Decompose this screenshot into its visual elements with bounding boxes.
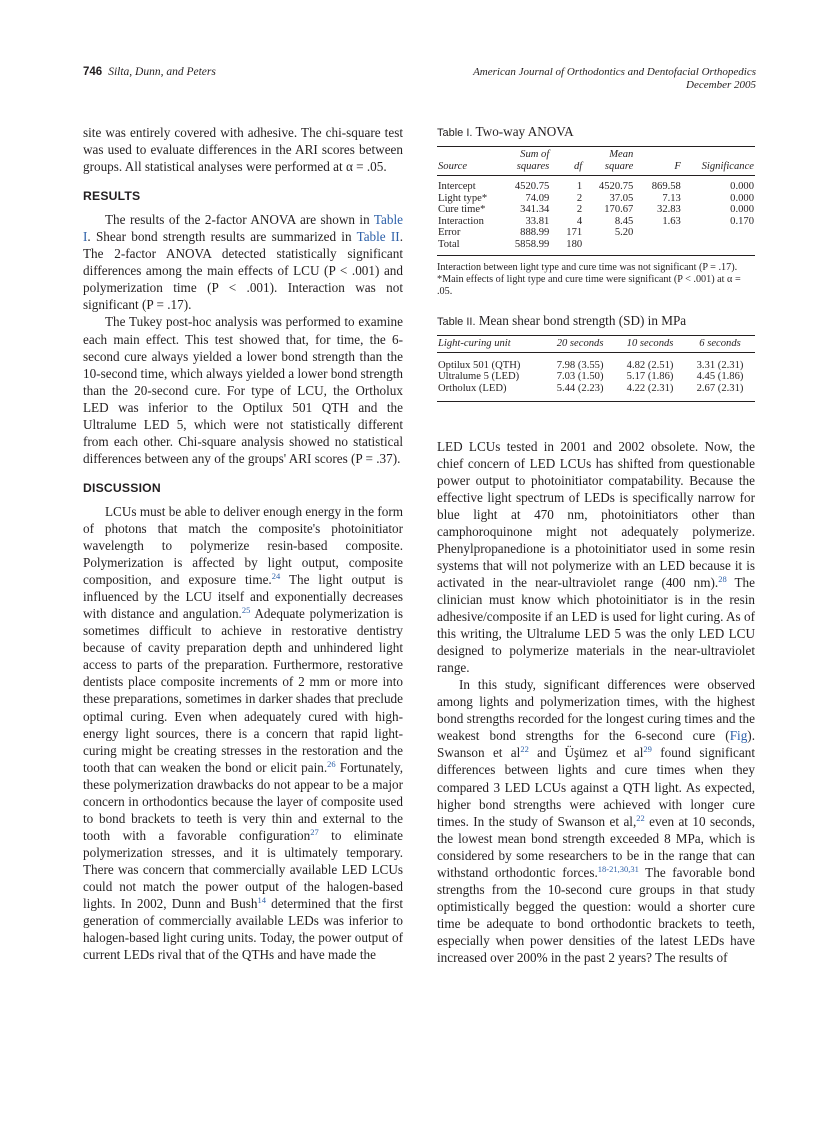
table-cell: 4.22 (2.31) [615,383,685,401]
table-cell: 0.000 [730,192,754,204]
right-column [437,124,755,966]
table-cell: 3.31 (2.31) [696,359,744,371]
column-header: Mean square [583,147,634,176]
table-cell: Intercept [438,181,476,192]
discussion-paragraph-2 [437,438,755,677]
table-cell [583,239,634,255]
column-header: F [634,147,682,176]
citation-27[interactable]: 27 [310,826,319,837]
table-cell: 4.45 (1.86) [696,371,744,383]
table-cell: 5858.99 [499,239,550,255]
table-cell: 8.45 [614,215,634,227]
table-cell: 7.98 (3.55) [556,359,604,371]
issue-date: December 2005 [686,79,756,91]
table-cell: 2 [576,204,583,216]
page-number: 746 [83,66,103,78]
column-header: df [550,147,583,176]
column-header: Sum of squares [499,147,550,176]
text-run: to eliminate polymerization stresses, and it is ultimately temporary. There was concern that commercially available LED LCUs could not match the power output of the halogen-based lights. In 2002, Dunn and Bush [83,827,403,912]
table-cell [682,239,755,255]
table-row [437,193,755,205]
table-cell: 5.17 (1.86) [626,371,674,383]
running-header-left [83,66,216,78]
table-cell: 869.58 [651,181,681,192]
table-2-title: Mean shear bond strength (SD) in MPa [478,312,687,328]
discussion-paragraph-3 [437,676,755,966]
table-cell: 0.170 [730,215,754,227]
table-1-title: Two-way ANOVA [475,124,574,139]
citation-range[interactable]: 18-21,30,31 [597,863,639,874]
text-run: The results of the 2-factor ANOVA are shown in [105,212,374,228]
table-row [437,239,755,255]
text-run: The clinician must know which photoinitiator is in the resin adhesive/composite if an LED is used for light curing. As of this writing, the Ultralume LED 5 was the only LED LCU designed to polymerize materials in the near-ultraviolet range. [437,574,756,676]
table-cell: 5.20 [614,227,634,239]
table-1-caption [437,124,755,140]
text-run: . Shear bond strength results are summarized in [87,229,357,245]
figure-link[interactable]: Fig [729,728,748,744]
table-1-note-main-effects: *Main effects of light type and cure time were significant (P < .001) at α = .05. [437,273,741,298]
table-cell: 7.03 (1.50) [556,371,604,383]
column-header: 20 seconds [545,335,615,352]
text-run: found significant differences between lights and cure times when they compared 3 LED LCUs against a QTH light. As expected, higher bond strengths were achieved with longer cure times. In the study of Swanson et al, [437,745,755,829]
discussion-paragraph-1 [83,503,403,963]
text-run: even at 10 seconds, the lowest mean bond strength exceeded 8 MPa, which is considered by some researchers to be in the range that can withstand orthodontic forces. [437,813,755,880]
table-cell [634,227,682,239]
intro-paragraph: site was entirely covered with adhesive. The chi-square test was used to evaluate differences in the ARI scores between groups. All statistical analyses were performed at α = .05. [83,125,403,175]
table-cell [682,227,755,239]
table-cell: Ortholux (LED) [437,383,545,401]
table-cell: 4520.75 [514,181,550,192]
table-2-caption [437,313,755,329]
text-run: The light output is influenced by the LCU itself and exponentially decreases with distance and angulation. [83,572,403,622]
citation-25[interactable]: 25 [241,605,251,616]
text-run: ). Swanson et al [437,728,755,761]
table-2-shear-bond [437,335,755,402]
table-cell: 1.63 [662,215,681,227]
table-1-label: Table I. [437,127,473,139]
table-cell: 1 [576,181,583,192]
table-cell: 4.82 (2.51) [626,359,674,371]
table-cell: 2.67 (2.31) [685,383,755,401]
table-cell: 171 [566,227,583,239]
column-header: 6 seconds [685,335,755,352]
table-cell: Interaction [438,215,484,227]
table-cell: Cure time* [438,204,486,216]
table-cell: Light type* [438,192,488,204]
table-cell: 5.44 (2.23) [545,383,615,401]
table-cell: 4520.75 [598,181,634,192]
table-cell: 2 [576,192,583,204]
text-run: The favorable bond strengths from the 10-second cure groups in that study optimistically begged the question: would a shorter cure time be adequate to bond orthodontic brackets to teeth, especially when power densities of the latest LEDs have increased over 200% in the past 2 years? The results of [437,864,755,965]
citation-28[interactable]: 28 [718,573,727,584]
text-run: LED LCUs tested in 2001 and 2002 obsolete. Now, the chief concern of LED LCUs has shifted from questionable power output to photoinitiator compatability. Because the effective light spectrum of LEDs is specifically narrow for blue light at 470 nm, photoinitiators other than camphoroquinone might not adequately polymerize. Phenylpropanedione is a photoinitiator used in some resin systems that will not polymerize with an LED because it is activated in the near-ultraviolet range (400 nm). [437,438,755,590]
table-row [437,216,755,228]
table-cell: 170.67 [604,204,634,216]
table-cell: 74.09 [525,192,550,204]
table-cell: 0.000 [730,204,754,216]
table-2-label: Table II. [437,315,476,328]
table-1-anova [437,146,755,256]
table-cell: Error [438,227,461,239]
table-cell: 0.000 [730,181,754,192]
results-paragraph-1 [83,211,403,313]
citation-24[interactable]: 24 [271,571,281,582]
column-header: 10 seconds [615,335,685,352]
discussion-heading: DISCUSSION [83,480,161,495]
table-cell: 888.99 [520,227,550,239]
text-run: and Üşümez et al [528,745,644,761]
table-row [437,371,755,383]
left-column [83,124,403,963]
table-1-link[interactable]: Table I [83,212,403,245]
right-body-text [437,438,755,966]
column-header: Source [437,147,499,176]
results-paragraph-2: The Tukey post-hoc analysis was performed to examine each main effect. This test showed that, for time, the 6-second cure always yielded a lower bond strength than the 10-second time, which always yielded a lower bond strength than the 20-second cure. For type of LCU, the Ortholux LED was inferior to the Optilux 501 QTH and the Ultralume LED 5, which were not statistically different from each other. Chi-square analysis showed no statistical differences between any of the groups' ARI scores (P = .37). [83,314,403,466]
column-header: Significance [682,147,755,176]
citation-14[interactable]: 14 [257,895,266,906]
table-cell: 7.13 [662,192,681,204]
table-1-note-interaction: Interaction between light type and cure time was not significant (P = .17). [437,261,738,273]
table-cell: 33.81 [525,215,550,227]
text-run: Fortunately, these polymerization drawbacks do not appear to be a major concern in orthodontics because the layer of composite used to bond brackets to teeth is very thin and external to the tooth with a favorable configuration [83,759,403,843]
table-cell: Ultralume 5 (LED) [438,371,520,383]
text-run: determined that the first generation of commercially available LEDs was inferior to halogen-based light curing units. Today, the power output of current LEDs rival that of the QTHs and have made the [83,896,403,963]
text-run: LCUs must be able to deliver enough energy in the form of photons that match the composite's photoinitiator wavelength to polymerize resin-based composite. Polymerization is affected by light output, composite composition, and exposure time. [83,503,403,588]
text-run: Adequate polymerization is sometimes difficult to achieve in restorative dentistry because of cavity preparation depth and unhindered light access to parts of the preparation. Furthermore, restorative dentists place composite increments of 2 mm or more into these preparations, sometimes in darker shades that preclude optimal curing. Even when adequately cured with high-energy light sources, there is a concern that rapid light-curing might be creating stresses in the restoration and the tooth that can weaken the bond or elicit pain. [83,606,403,775]
table-row [437,204,755,216]
results-heading: RESULTS [83,189,141,204]
table-cell: 4 [576,215,583,227]
table-row [437,227,755,239]
table-1-footnotes [437,262,755,299]
citation-26[interactable]: 26 [327,758,336,769]
text-run: In this study, significant differences were observed among lights and polymerization times, with the highest bond strengths recorded for the longest curing times and the weakest bond strengths for the 6-second cure ( [437,677,755,744]
table-cell: 180 [550,239,583,255]
table-row [437,352,755,371]
table-row [437,176,755,193]
table-cell: 341.34 [520,204,550,216]
table-cell: Total [437,239,499,255]
table-2-link[interactable]: Table II [356,229,400,245]
table-cell [634,239,682,255]
citation-22[interactable]: 22 [520,744,529,755]
citation-29[interactable]: 29 [643,744,652,755]
table-cell: Optilux 501 (QTH) [438,359,521,371]
running-header-right [396,66,756,92]
text-run: . The 2-factor ANOVA detected statistically significant differences among the main effects of LCU (P < .001) and polymerization time (P < .001). Interaction was not significant (P = .17). [83,229,403,313]
running-authors: Silta, Dunn, and Peters [108,66,216,78]
journal-title: American Journal of Orthodontics and Dentofacial Orthopedics [473,66,756,78]
citation-22-b[interactable]: 22 [636,812,645,823]
table-cell: 37.05 [609,192,634,204]
table-cell: 32.83 [657,204,681,216]
column-header: Light-curing unit [437,335,545,352]
table-row [437,383,755,401]
